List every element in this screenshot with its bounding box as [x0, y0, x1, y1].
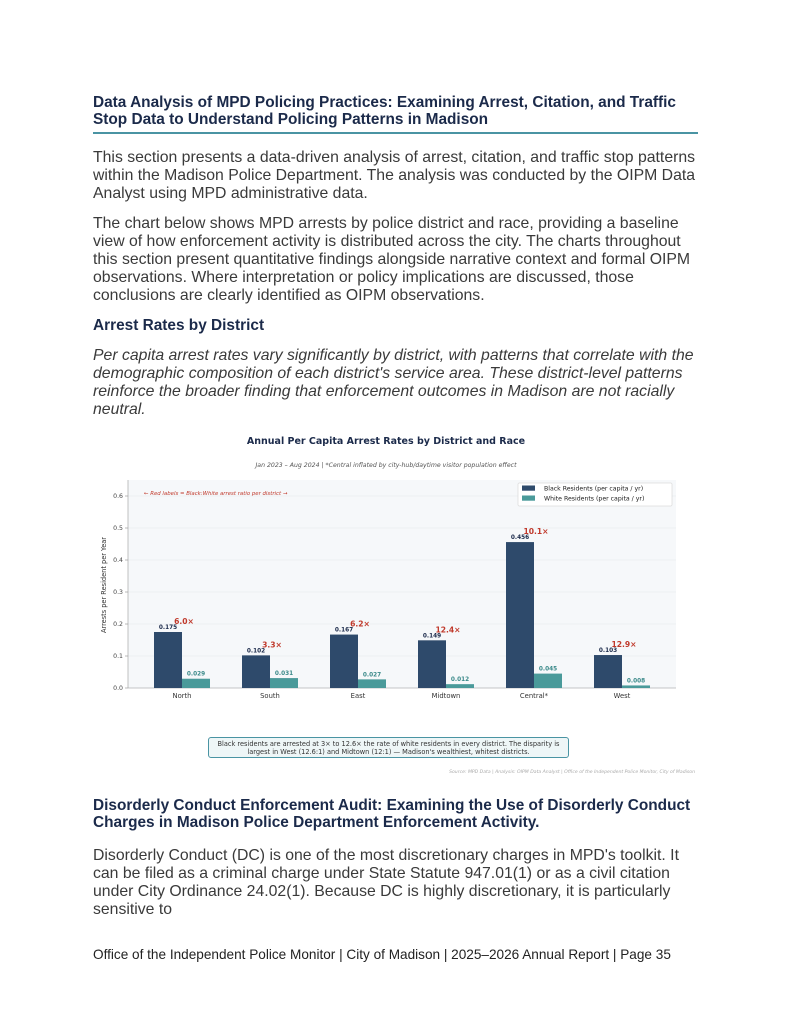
arrest-rate-chart: [93, 425, 703, 785]
bar-white-2: [358, 679, 386, 688]
chart-subtitle: Jan 2023 – Aug 2024 | *Central inflated by city-hub/daytime visitor population effect: [255, 462, 517, 469]
y-tick-label: 0.4: [113, 557, 123, 564]
ratio-label-2: 6.2×: [350, 619, 370, 629]
bar-black-label-0: 0.175: [158, 625, 178, 631]
x-tick-label-5: West: [613, 692, 631, 700]
legend-label-white: White Residents (per capita / yr): [544, 495, 645, 503]
y-tick-label: 0.2: [113, 621, 123, 628]
x-tick-label-4: Central*: [519, 692, 549, 700]
disorderly-conduct-heading: Disorderly Conduct Enforcement Audit: Examining the Use of Disorderly Conduct Charges in Madison Police Department Enforcement Activity.: [93, 797, 691, 831]
bar-black-label-2: 0.167: [334, 627, 354, 634]
ratio-annotation: ← Red labels = Black:White arrest ratio per district →: [144, 491, 288, 497]
intro-paragraph: This section presents a data-driven analysis of arrest, citation, and traffic stop patterns within the Madison Police Department. The analysis was conducted by the OIPM Data Analyst using MPD administrative data.: [93, 149, 696, 202]
y-axis-ticks: [113, 493, 128, 692]
bar-black-4: [506, 542, 534, 688]
bar-black-label-3: 0.149: [422, 633, 442, 640]
bar-black-3: [418, 640, 446, 688]
disorderly-conduct-paragraph: Disorderly Conduct (DC) is one of the most discretionary charges in MPD's toolkit. It can be filed as a criminal charge under State Statute 947.01(1) or as a civil citation under City Ordinance 24.02(1). Because DC is highly discretionary, it is particularly sensitive to: [93, 847, 679, 918]
legend-swatch-white: [522, 496, 535, 501]
bar-white-label-5: 0.008: [626, 678, 646, 685]
bar-black-label-5: 0.103: [598, 648, 618, 655]
chart-title: Annual Per Capita Arrest Rates by District and Race: [246, 436, 526, 447]
bar-black-5: [594, 655, 622, 688]
bar-white-label-1: 0.031: [274, 671, 294, 678]
bar-white-1: [270, 678, 298, 688]
bar-black-0: [154, 632, 182, 688]
chart-legend: [518, 483, 672, 506]
bar-white-5: [622, 685, 650, 688]
bar-black-1: [242, 655, 270, 688]
ratio-label-5: 12.9×: [611, 640, 637, 650]
legend-label-black: Black Residents (per capita / yr): [544, 485, 644, 493]
arrest-rates-summary: Per capita arrest rates vary significantly by district, with patterns that correlate with the demographic composition of each district's service area. These district-level patterns reinforce the broader finding that enforcement outcomes in Madison are not racially neutral.: [93, 347, 694, 418]
plot-area: [128, 480, 676, 688]
ratio-label-1: 3.3×: [262, 640, 282, 650]
x-tick-label-3: Midtown: [431, 692, 461, 700]
y-tick-label: 0.0: [113, 685, 123, 692]
bar-black-label-4: 0.456: [510, 535, 530, 542]
legend-swatch-black: [522, 486, 535, 491]
chart-intro-paragraph: The chart below shows MPD arrests by police district and race, providing a baseline view of how enforcement activity is distributed across the city. The charts throughout this section present quantitative findings alongside narrative context and formal OIPM observations. Where interpretation or policy implications are discussed, those conclusions are clearly identified as OIPM observations.: [93, 215, 691, 304]
bar-white-label-0: 0.029: [186, 671, 206, 678]
arrest-rates-heading: Arrest Rates by District: [93, 317, 265, 334]
page-footer: Office of the Independent Police Monitor | City of Madison | 2025–2026 Annual Report | Page 35: [93, 947, 671, 962]
chart-callout-box: Black residents are arrested at 3× to 12.6× the rate of white residents in every district. The disparity is largest in West (12.6:1) and Midtown (12:1) — Madison's wealthiest, whitest districts.: [208, 737, 569, 758]
y-tick-label: 0.6: [113, 493, 123, 500]
x-tick-label-0: North: [172, 692, 192, 700]
chart-svg: [93, 425, 703, 785]
bar-white-label-2: 0.027: [362, 672, 382, 679]
bar-black-2: [330, 635, 358, 688]
section-heading: Data Analysis of MPD Policing Practices: Examining Arrest, Citation, and Traffic Stop Data to Understand Policing Patterns in Madison: [93, 94, 698, 134]
x-tick-label-2: East: [350, 692, 366, 700]
ratio-label-4: 10.1×: [523, 527, 549, 537]
bar-white-4: [534, 674, 562, 688]
ratio-label-3: 12.4×: [435, 625, 461, 635]
chart-source-note: Source: MPD Data | Analysis: OIPM Data Analyst | Office of the Independent Police Monitor, City of Madison: [449, 770, 695, 775]
bar-white-label-4: 0.045: [538, 666, 558, 673]
y-axis-label: Arrests per Resident per Year: [100, 536, 108, 634]
y-tick-label: 0.3: [113, 589, 123, 596]
bar-white-3: [446, 684, 474, 688]
bar-white-label-3: 0.012: [450, 677, 470, 684]
y-tick-label: 0.1: [113, 653, 123, 660]
ratio-label-0: 6.0×: [174, 617, 194, 626]
x-tick-label-1: South: [260, 692, 280, 700]
y-tick-label: 0.5: [113, 525, 123, 532]
bar-black-label-1: 0.102: [246, 648, 266, 655]
bar-white-0: [182, 679, 210, 688]
